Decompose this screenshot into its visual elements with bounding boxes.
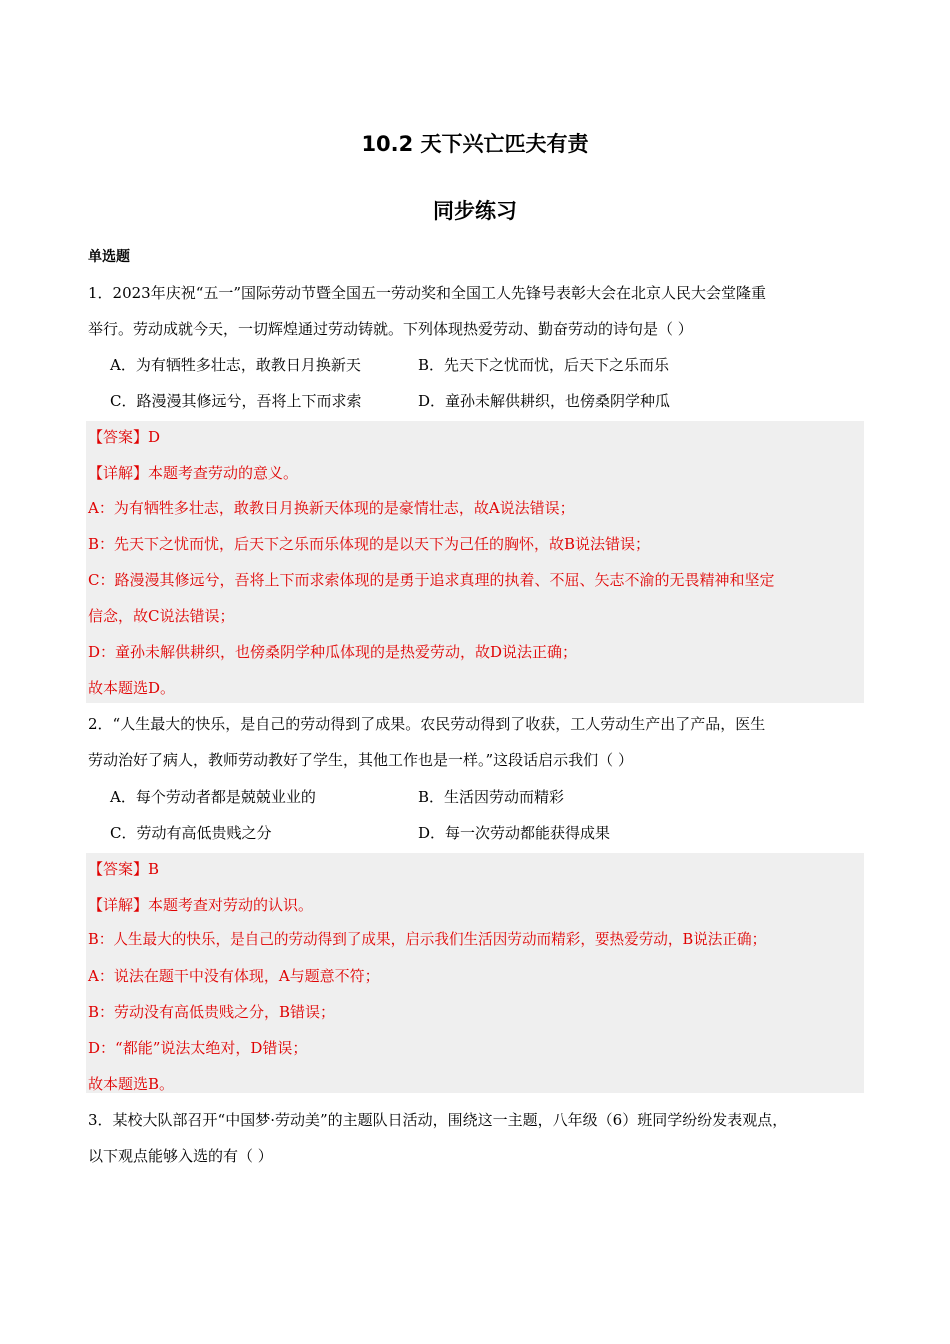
answer-2-line-1: 【答案】B <box>88 860 160 878</box>
question-1-option-c: C．路漫漫其修远兮，吾将上下而求索 <box>110 392 362 410</box>
answer-1-line-2: 【详解】本题考查劳动的意义。 <box>88 464 299 482</box>
question-1-option-b: B．先天下之忧而忧，后天下之乐而乐 <box>418 356 670 374</box>
page-title: 10.2 天下兴亡匹夫有责 <box>361 132 589 156</box>
answer-2-line-7: 故本题选B。 <box>88 1075 175 1093</box>
question-1-stem-line-2: 举行。劳动成就今天，一切辉煌通过劳动铸就。下列体现热爱劳动、勤奋劳动的诗句是（ ） <box>88 320 693 338</box>
answer-2-line-5: B：劳动没有高低贵贱之分，B错误； <box>88 1003 336 1021</box>
section-label: 单选题 <box>88 249 130 265</box>
answer-1-line-5: C：路漫漫其修远兮，吾将上下而求索体现的是勇于追求真理的执着、不屈、矢志不渝的无畏精神和坚定 <box>88 571 775 589</box>
question-1-stem-line-1: 1．2023年庆祝“五一”国际劳动节暨全国五一劳动奖和全国工人先锋号表彰大会在北京人民大会堂隆重 <box>88 284 767 302</box>
answer-2-line-2: 【详解】本题考查对劳动的认识。 <box>88 896 314 914</box>
question-1-option-a: A．为有牺牲多壮志，敢教日月换新天 <box>110 356 361 374</box>
question-2-stem-line-2: 劳动治好了病人，教师劳动教好了学生，其他工作也是一样。”这段话启示我们（ ） <box>88 751 633 769</box>
question-1-option-d: D．童孙未解供耕织，也傍桑阴学种瓜 <box>418 392 671 410</box>
answer-1-line-6: 信念，故C说法错误； <box>88 607 235 625</box>
question-2-option-b: B．生活因劳动而精彩 <box>418 788 565 806</box>
question-3-stem-line-1: 3．某校大队部召开“中国梦·劳动美”的主题队日活动，围绕这一主题，八年级（6）班同学纷纷发表观点， <box>88 1111 788 1129</box>
answer-1-line-4: B：先天下之忧而忧，后天下之乐而乐体现的是以天下为己任的胸怀，故B说法错误； <box>88 535 651 553</box>
answer-2-line-4: A：说法在题干中没有体现，A与题意不符； <box>88 967 380 985</box>
answer-1-line-1: 【答案】D <box>88 428 161 446</box>
answer-2-line-3: B：人生最大的快乐，是自己的劳动得到了成果，启示我们生活因劳动而精彩，要热爱劳动，B说法正确； <box>88 931 767 948</box>
question-2-option-d: D．每一次劳动都能获得成果 <box>418 824 611 842</box>
answer-1-line-8: 故本题选D。 <box>88 679 176 697</box>
question-2-option-c: C．劳动有高低贵贱之分 <box>110 824 272 842</box>
question-3-stem-line-2: 以下观点能够入选的有（ ） <box>88 1147 273 1165</box>
question-2-stem-line-1: 2．“人生最大的快乐，是自己的劳动得到了成果。农民劳动得到了收获，工人劳动生产出了产品，医生 <box>88 715 766 733</box>
answer-1-line-3: A：为有牺牲多壮志，敢教日月换新天体现的是豪情壮志，故A说法错误； <box>88 499 575 517</box>
page-subtitle: 同步练习 <box>433 199 517 223</box>
answer-2-line-6: D：“都能”说法太绝对，D错误； <box>88 1039 308 1057</box>
question-2-option-a: A．每个劳动者都是兢兢业业的 <box>110 788 316 806</box>
answer-1-line-7: D：童孙未解供耕织，也傍桑阴学种瓜体现的是热爱劳动，故D说法正确； <box>88 643 578 661</box>
